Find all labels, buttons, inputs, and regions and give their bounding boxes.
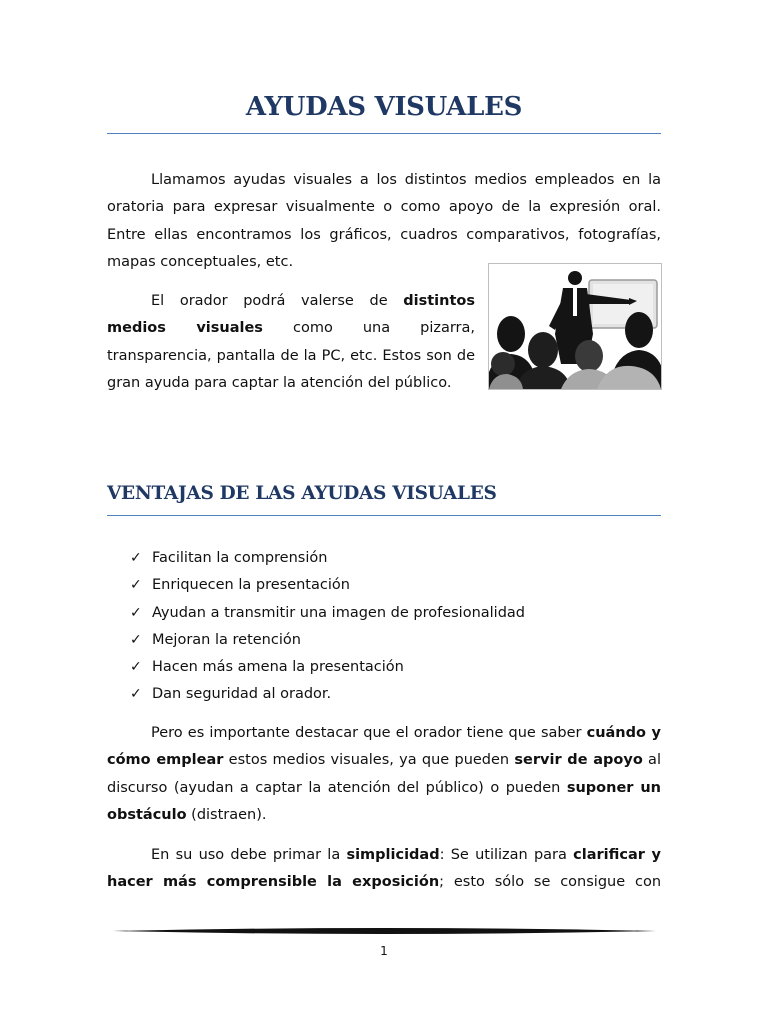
checkmark-icon: ✓ xyxy=(130,686,142,703)
orator-text-1: El orador podrá valerse de xyxy=(151,293,404,309)
list-item-text: Facilitan la comprensión xyxy=(152,550,328,566)
important-text-2: estos medios visuales, ya que pueden xyxy=(223,752,515,769)
important-paragraph xyxy=(107,720,661,829)
orator-text-2: como una pizarra, transparencia, pantalla de la PC, etc. Estos son de gran ayuda para captar la atención del público. xyxy=(107,320,476,391)
page-number: 1 xyxy=(380,944,388,958)
list-item-text: Dan seguridad al orador. xyxy=(152,686,332,703)
important-text-3: al discurso (ayudan a captar la atención del público) o pueden xyxy=(107,752,661,796)
checkmark-icon: ✓ xyxy=(130,631,142,648)
list-item xyxy=(130,654,525,681)
usage-bold-2: clarificar y hacer más comprensible la exposición xyxy=(107,847,661,891)
list-item xyxy=(130,627,525,654)
intro-text: Llamamos ayudas visuales a los distintos medios empleados en la oratoria para expresar visualmente o como apoyo de la expresión oral. Entre ellas encontramos los gráficos, cuadros comparativos, fotografías, mapas conceptuales, etc. xyxy=(107,172,661,270)
important-text-1: Pero es importante destacar que el orador tiene que saber xyxy=(151,725,587,741)
section-underline xyxy=(107,515,661,516)
usage-bold-1: simplicidad xyxy=(346,847,440,863)
list-item-text: Mejoran la retención xyxy=(152,631,301,648)
footer-divider xyxy=(113,925,656,937)
list-item xyxy=(130,600,525,627)
checkmark-icon: ✓ xyxy=(130,659,142,676)
list-item-text: Hacen más amena la presentación xyxy=(152,659,404,676)
usage-text-1: En su uso debe primar la xyxy=(151,847,347,863)
list-item xyxy=(130,572,525,599)
checkmark-icon: ✓ xyxy=(130,604,142,621)
orator-bold-1: distintos medios visuales xyxy=(107,293,475,337)
important-bold-3: suponer un obstáculo xyxy=(107,779,662,823)
usage-paragraph xyxy=(107,842,661,897)
advantages-list xyxy=(130,545,525,709)
important-bold-1: cuándo y cómo emplear xyxy=(107,725,661,769)
page-title: AYUDAS VISUALES xyxy=(245,92,523,122)
intro-paragraph xyxy=(107,167,661,276)
presentation-figure xyxy=(488,263,662,390)
section-heading: VENTAJAS DE LAS AYUDAS VISUALES xyxy=(107,483,497,504)
title-underline xyxy=(107,133,661,134)
usage-text-3: ; esto sólo se consigue con xyxy=(439,874,662,891)
usage-text-2: : Se utilizan para xyxy=(439,847,574,863)
presenter-audience-icon xyxy=(489,264,661,389)
checkmark-icon: ✓ xyxy=(130,577,142,594)
important-text-4: (distraen). xyxy=(186,806,267,823)
list-item xyxy=(130,545,525,572)
list-item xyxy=(130,681,525,708)
orator-paragraph xyxy=(107,288,475,397)
important-bold-2: servir de apoyo xyxy=(514,752,643,769)
list-item-text: Enriquecen la presentación xyxy=(152,577,350,594)
checkmark-icon: ✓ xyxy=(130,550,142,566)
list-item-text: Ayudan a transmitir una imagen de profesionalidad xyxy=(152,604,525,621)
